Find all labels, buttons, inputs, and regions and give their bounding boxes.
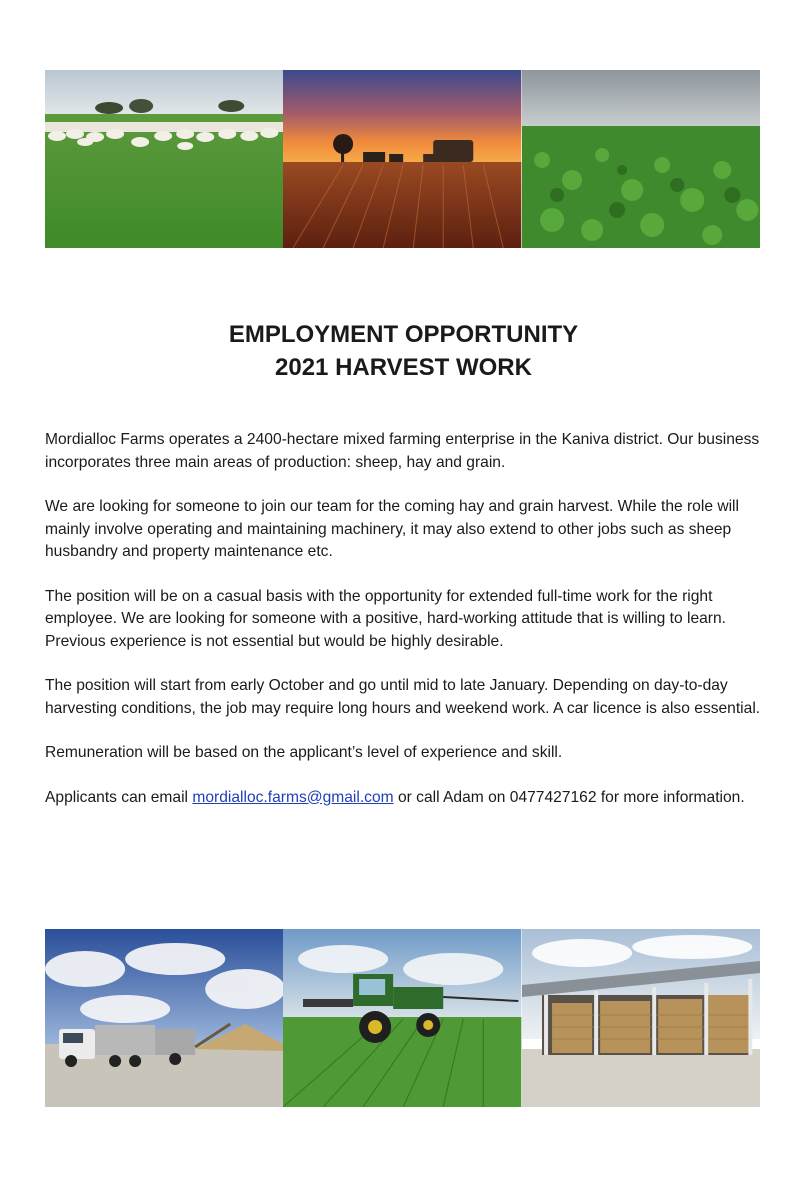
title-line-2: 2021 HARVEST WORK [275, 354, 532, 381]
paragraph-position-basis: The position will be on a casual basis with the opportunity for extended full-time work for the right employee. We are looking for someone with a positive, hard-working attitude that is willing to learn. Previous experience is not essential but would be highly desirable. [45, 587, 726, 650]
paragraph-role: We are looking for someone to join our team for the coming hay and grain harvest. While the role will mainly involve operating and maintaining machinery, it may also extend to other jobs such as sheep husbandry and property maintenance etc. [45, 498, 739, 560]
title-line-1: EMPLOYMENT OPPORTUNITY [228, 321, 579, 348]
truck-grain-photo [45, 929, 283, 1107]
paragraph-remuneration: Remuneration will be based on the applicant’s level of experience and skill. [45, 744, 563, 761]
green-crop-photo [522, 70, 760, 248]
paragraph-contact [45, 787, 775, 810]
sunset-harvest-photo [283, 70, 521, 248]
top-photo-strip [45, 70, 760, 248]
page-title [0, 318, 807, 384]
bottom-photo-strip [45, 929, 760, 1107]
job-description [45, 429, 775, 831]
tractor-sprayer-photo [283, 929, 521, 1107]
email-link[interactable]: mordialloc.farms@gmail.com [192, 788, 394, 806]
hay-shed-photo [522, 929, 760, 1107]
sheep-pasture-photo [45, 70, 283, 248]
paragraph-dates-conditions: The position will start from early October and go until mid to late January. Depending on day-to-day harvesting conditions, the job may require long hours and weekend work. A car licence is also essential. [45, 677, 761, 717]
paragraph-farm-overview: Mordialloc Farms operates a 2400-hectare mixed farming enterprise in the Kaniva district. Our business incorporates three main areas of production: sheep, hay and grain. [45, 431, 760, 471]
contact-suffix: or call Adam on 0477427162 for more information. [393, 788, 745, 806]
contact-prefix: Applicants can email [45, 788, 193, 806]
